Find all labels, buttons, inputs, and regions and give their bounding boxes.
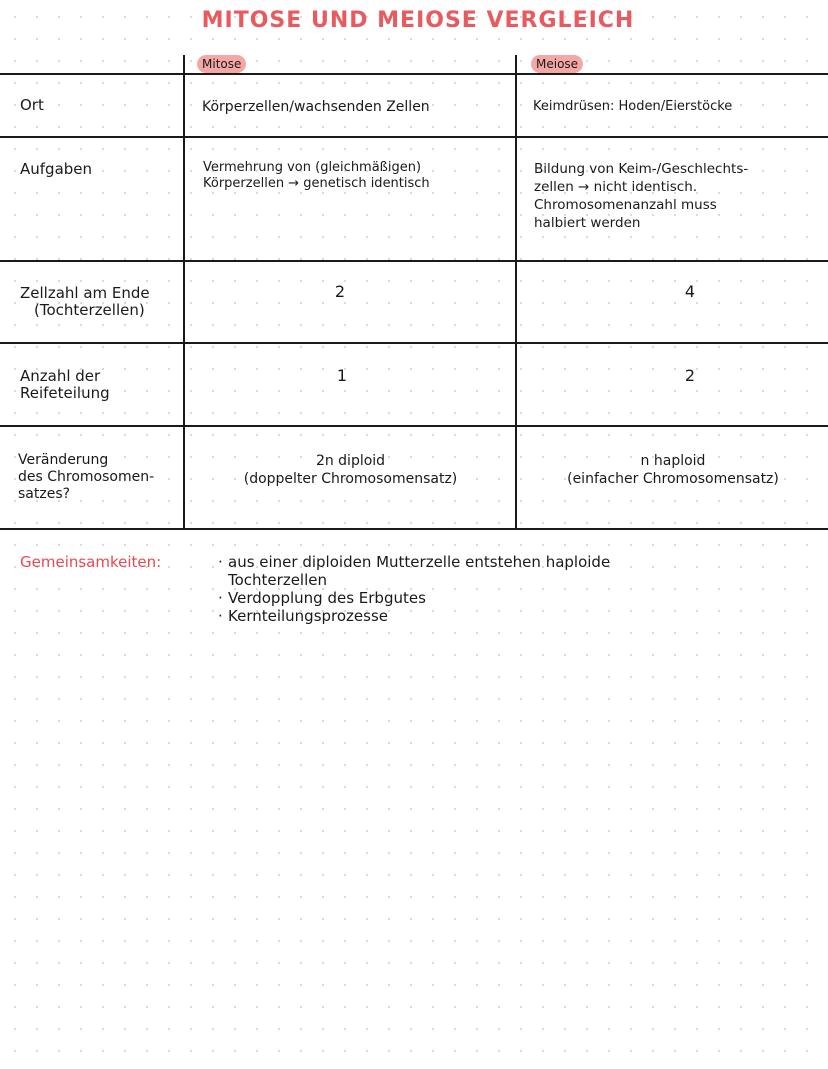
cell-zellzahl-mitose: 2 xyxy=(334,282,346,301)
column-header-meiose: Meiose xyxy=(531,55,583,73)
row-label-zellzahl-line1: Zellzahl am Ende xyxy=(20,284,150,302)
page-title: MITOSE UND MEIOSE VERGLEICH xyxy=(201,8,635,33)
cell-aufgaben-mitose-line2: Körperzellen → genetisch identisch xyxy=(203,176,430,191)
column-header-mitose: Mitose xyxy=(197,55,246,73)
row-label-chromosomensatz-line1: Veränderung xyxy=(18,452,109,468)
row-label-reifeteilung xyxy=(20,368,110,402)
gemeinsamkeiten-label: Gemeinsamkeiten: xyxy=(20,553,162,571)
row-label-ort: Ort xyxy=(20,96,44,114)
row-label-zellzahl xyxy=(20,285,150,319)
cell-aufgaben-meiose-line2: zellen → nicht identisch. xyxy=(534,179,698,195)
cell-chromosomensatz-mitose-line2: (doppelter Chromosomensatz) xyxy=(243,471,458,487)
cell-aufgaben-meiose-line4: halbiert werden xyxy=(534,215,641,231)
row-divider-aufgaben xyxy=(0,260,828,262)
cell-zellzahl-meiose: 4 xyxy=(684,282,696,301)
list-item xyxy=(218,553,610,589)
row-label-reifeteilung-line2: Reifeteilung xyxy=(20,384,110,402)
cell-chromosomensatz-meiose-line1: n haploid xyxy=(640,453,706,469)
cell-aufgaben-meiose xyxy=(534,160,748,232)
gemeinsamkeiten-item1-line2: Tochterzellen xyxy=(228,571,327,589)
row-label-reifeteilung-line1: Anzahl der xyxy=(20,367,101,385)
row-divider-ort xyxy=(0,136,828,138)
cell-aufgaben-meiose-line3: Chromosomenanzahl muss xyxy=(534,197,717,213)
cell-chromosomensatz-meiose-line2: (einfacher Chromosomensatz) xyxy=(567,471,779,487)
cell-reifeteilung-meiose: 2 xyxy=(684,366,696,385)
column-divider-mitose xyxy=(183,55,185,530)
row-label-chromosomensatz-line2: des Chromosomen- xyxy=(18,469,155,485)
gemeinsamkeiten-list xyxy=(218,553,610,625)
cell-chromosomensatz-meiose xyxy=(518,452,828,488)
list-item xyxy=(218,589,610,607)
column-divider-meiose xyxy=(515,55,517,530)
row-label-chromosomensatz-line3: satzes? xyxy=(18,486,71,502)
cell-aufgaben-meiose-line1: Bildung von Keim-/Geschlechts- xyxy=(534,161,749,177)
row-divider-reifeteilung xyxy=(0,425,828,427)
cell-ort-meiose: Keimdrüsen: Hoden/Eierstöcke xyxy=(533,99,733,114)
cell-chromosomensatz-mitose xyxy=(186,452,515,488)
cell-chromosomensatz-mitose-line1: 2n diploid xyxy=(315,453,386,469)
cell-aufgaben-mitose-line1: Vermehrung von (gleichmäßigen) xyxy=(203,160,422,175)
row-label-chromosomensatz xyxy=(18,452,154,503)
gemeinsamkeiten-item2: · Verdopplung des Erbgutes xyxy=(228,589,426,607)
cell-reifeteilung-mitose: 1 xyxy=(336,366,348,385)
gemeinsamkeiten-item1-line1: · aus einer diploiden Mutterzelle entstehen haploide xyxy=(228,553,611,571)
row-label-aufgaben: Aufgaben xyxy=(20,160,93,178)
cell-aufgaben-mitose xyxy=(203,160,430,192)
row-label-zellzahl-line2: (Tochterzellen) xyxy=(34,301,145,319)
cell-ort-mitose: Körperzellen/wachsenden Zellen xyxy=(202,99,430,115)
table-top-border xyxy=(0,73,828,75)
list-item xyxy=(218,607,610,625)
table-bottom-border xyxy=(0,528,828,530)
row-divider-zellzahl xyxy=(0,342,828,344)
gemeinsamkeiten-item3: · Kernteilungsprozesse xyxy=(228,607,389,625)
